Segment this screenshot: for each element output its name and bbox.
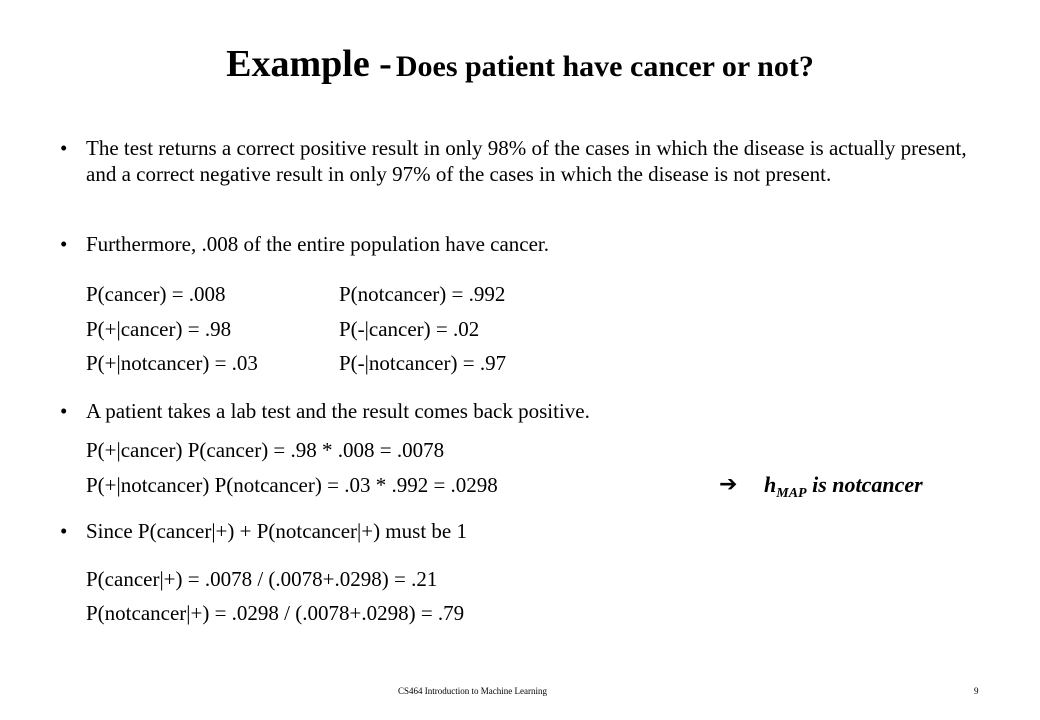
posterior-notcancer: P(notcancer|+) = .0298 / (.0078+.0298) = .79	[86, 601, 465, 625]
bullet-text: The test returns a correct positive result in only 98% of the cases in which the disease is actually present, and a correct negative result in only 97% of the cases in which the disease is not present.	[86, 136, 967, 186]
bullet-marker: •	[60, 232, 68, 256]
hmap-conclusion	[764, 472, 923, 507]
footer-page-number: 9	[974, 686, 979, 696]
title-main: Example -	[226, 43, 392, 85]
bullet-marker: •	[60, 136, 68, 160]
title-sub: Does patient have cancer or not?	[395, 50, 814, 83]
prob-cancer: P(cancer) = .008	[86, 282, 226, 306]
bullet-text: Furthermore, .008 of the entire population have cancer.	[86, 232, 550, 256]
calc-cancer: P(+|cancer) P(cancer) = .98 * .008 = .0078	[86, 438, 445, 462]
hmap-text: is notcancer	[806, 472, 923, 497]
prob-notcancer: P(notcancer) = .992	[339, 282, 506, 306]
posterior-cancer: P(cancer|+) = .0078 / (.0078+.0298) = .21	[86, 567, 438, 591]
arrow-right-icon: ➔	[719, 472, 738, 497]
prob-neg-given-notcancer: P(-|notcancer) = .97	[339, 351, 507, 375]
calc-notcancer: P(+|notcancer) P(notcancer) = .03 * .992 = .0298	[86, 473, 498, 497]
bullet-marker: •	[60, 519, 68, 543]
footer-course: CS464 Introduction to Machine Learning	[398, 686, 547, 696]
prob-pos-given-notcancer: P(+|notcancer) = .03	[86, 351, 258, 375]
hmap-h: h	[764, 472, 777, 497]
bullet-text: Since P(cancer|+) + P(notcancer|+) must be 1	[86, 519, 467, 543]
bullet-marker: •	[60, 399, 68, 423]
prob-pos-given-cancer: P(+|cancer) = .98	[86, 317, 232, 341]
hmap-subscript: MAP	[776, 486, 807, 501]
slide-title	[0, 42, 1040, 86]
prob-neg-given-cancer: P(-|cancer) = .02	[339, 317, 480, 341]
bullet-text: A patient takes a lab test and the result comes back positive.	[86, 399, 590, 423]
